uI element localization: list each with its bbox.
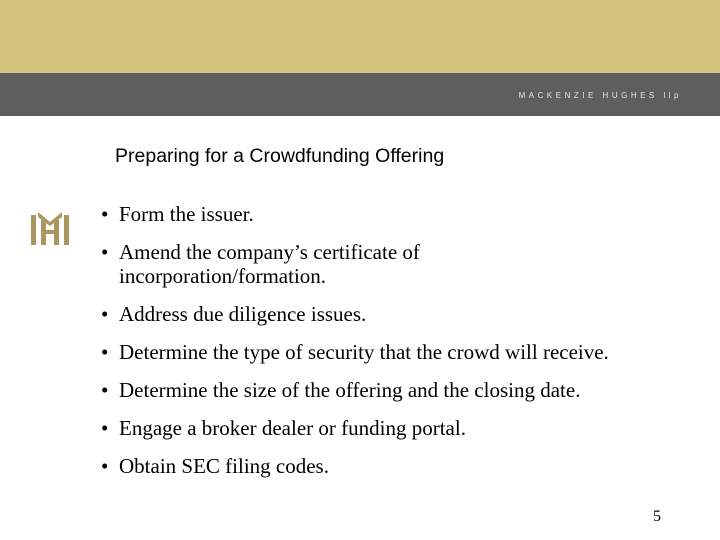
bullet-dot: • bbox=[101, 302, 109, 326]
slide-title: Preparing for a Crowdfunding Offering bbox=[115, 145, 445, 167]
bullet-dot: • bbox=[101, 416, 109, 440]
bullet-text: Obtain SEC filing codes. bbox=[119, 454, 329, 478]
bullet-dot: • bbox=[101, 240, 109, 264]
header-gold-band bbox=[0, 0, 720, 73]
page-number: 5 bbox=[653, 508, 661, 525]
bullet-item bbox=[101, 240, 479, 288]
bullet-text: Engage a broker dealer or funding portal. bbox=[119, 416, 466, 440]
bullet-text: Form the issuer. bbox=[119, 202, 254, 226]
bullet-text: Determine the size of the offering and the closing date. bbox=[119, 378, 581, 402]
bullet-item bbox=[101, 454, 701, 478]
bullet-item bbox=[101, 302, 701, 326]
bullet-text: Address due diligence issues. bbox=[119, 302, 367, 326]
bullet-item bbox=[101, 416, 701, 440]
bullet-item bbox=[101, 378, 701, 402]
bullet-dot: • bbox=[101, 202, 109, 226]
bullet-item bbox=[101, 340, 701, 364]
bullet-text: Amend the company’s certificate of incorporation/formation. bbox=[119, 240, 420, 288]
bullet-text: Determine the type of security that the crowd will receive. bbox=[119, 340, 609, 364]
bullet-dot: • bbox=[101, 340, 109, 364]
bullet-list bbox=[101, 202, 701, 492]
bullet-dot: • bbox=[101, 454, 109, 478]
firm-logo-icon bbox=[30, 208, 70, 250]
bullet-dot: • bbox=[101, 378, 109, 402]
firm-name: MACKENZIE HUGHES llp bbox=[518, 91, 682, 100]
bullet-item bbox=[101, 202, 701, 226]
